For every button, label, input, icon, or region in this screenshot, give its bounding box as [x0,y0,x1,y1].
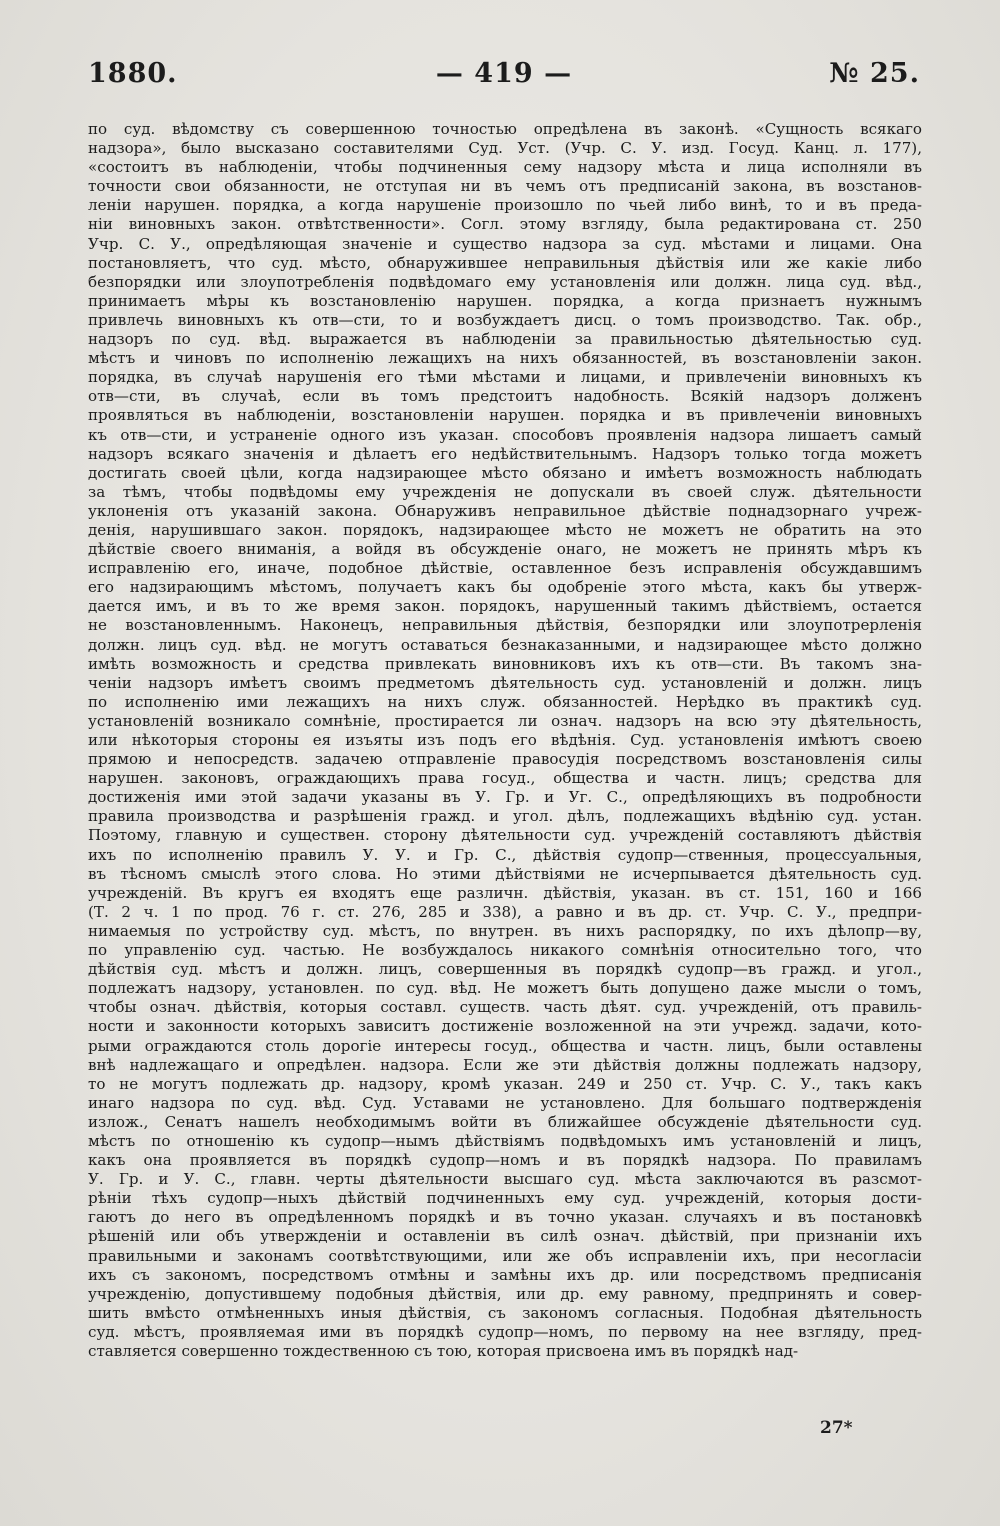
text-line: чтобы означ. дѣйствія, которыя составл. существ. часть дѣят. суд. учрежденій, отъ правиль- [88,998,922,1017]
text-line: надзоръ всякаго значенія и дѣлаетъ его недѣйствительнымъ. Надзоръ только тогда можетъ [88,444,922,463]
text-line: суд. мѣстъ, проявляемая ими въ порядкѣ судопр—номъ, по первому на нее взгляду, пред- [88,1322,922,1341]
text-line: внѣ надлежащаго и опредѣлен. надзора. Если же эти дѣйствія должны подлежать надзору, [88,1055,922,1074]
text-line: привлечь виновныхъ къ отв—сти, то и возбуждаетъ дисц. о томъ производство. Так. обр., [88,310,922,329]
text-line: рѣшеній или объ утвержденіи и оставленіи въ силѣ означ. дѣйствій, при признаніи ихъ [88,1227,922,1246]
text-line: по суд. вѣдомству съ совершенною точностью опредѣлена въ законѣ. «Сущность всякаго [88,120,922,138]
text-line: У. Гр. и У. С., главн. черты дѣятельности высшаго суд. мѣста заключаются въ разсмот- [88,1170,922,1189]
text-line: надзора», было высказано составителями Суд. Уст. (Учр. С. У. изд. Госуд. Канц. л. 177), [88,139,922,158]
text-line: гаютъ до него въ опредѣленномъ порядкѣ и въ точно указан. случаяхъ и въ постановкѣ [88,1208,922,1227]
text-line: подлежатъ надзору, установлен. по суд. вѣд. Не можетъ быть допущено даже мысли о томъ, [88,979,922,998]
text-line: за тѣмъ, чтобы подвѣдомы ему учрежденія не допускали въ своей служ. дѣятельности [88,482,922,501]
text-line: учрежденію, допустившему подобныя дѣйствія, или др. ему равному, предпринять и совер- [88,1284,922,1303]
text-line: мѣстъ по отношенію къ судопр—нымъ дѣйствіямъ подвѣдомыхъ имъ установленій и лицъ, [88,1131,922,1150]
text-line: учрежденій. Въ кругъ ея входятъ еще различн. дѣйствія, указан. въ ст. 151, 160 и 166 [88,883,922,902]
text-line: Учр. С. У., опредѣляющая значеніе и существо надзора за суд. мѣстами и лицами. Она [88,234,922,253]
text-line: должн. лицъ суд. вѣд. не могутъ оставаться безнаказанными, и надзирающее мѣсто должно [88,635,922,654]
page-header [88,58,920,98]
header-issue-number: № 25. [829,58,920,89]
text-line: денія, нарушившаго закон. порядокъ, надзирающее мѣсто не можетъ не обратить на это [88,520,922,539]
text-line: исправленію его, иначе, подобное дѣйствіе, оставленное безъ исправленія обсуждавшимъ [88,559,922,578]
text-line: принимаетъ мѣры къ возстановленію нарушен. порядка, а когда признаетъ нужнымъ [88,291,922,310]
text-line: рѣніи тѣхъ судопр—ныхъ дѣйствій подчиненныхъ ему суд. учрежденій, которыя дости- [88,1189,922,1208]
text-line: дѣйствія суд. мѣстъ и должн. лицъ, совершенныя въ порядкѣ судопр—въ гражд. и угол., [88,960,922,979]
text-line: надзоръ по суд. вѣд. выражается въ наблюденіи за правильностью дѣятельностью суд. [88,330,922,349]
text-line: уклоненія отъ указаній закона. Обнаруживъ неправильное дѣйствіе поднадзорнаго учреж- [88,501,922,520]
header-year: 1880. [88,58,178,89]
text-line: ихъ съ закономъ, посредствомъ отмѣны и замѣны ихъ др. или посредствомъ предписанія [88,1265,922,1284]
text-line: шить вмѣсто отмѣненныхъ иныя дѣйствія, съ закономъ согласныя. Подобная дѣятельность [88,1303,922,1322]
text-line: безпорядки или злоупотребленія подвѣдомаго ему установленія или должн. лица суд. вѣд., [88,272,922,291]
text-line: достигать своей цѣли, когда надзирающее мѣсто обязано и имѣетъ возможность наблюдать [88,463,922,482]
text-line: или нѣкоторыя стороны ея изъяты изъ подъ его вѣдѣнія. Суд. установленія имѣютъ своею [88,731,922,749]
text-line: ніи виновныхъ закон. отвѣтственности». Согл. этому взгляду, была редактирована ст. 250 [88,215,922,234]
text-line: (Т. 2 ч. 1 по прод. 76 г. ст. 276, 285 и 338), а равно и въ др. ст. Учр. С. У., предпри- [88,902,922,921]
text-line: какъ она проявляется въ порядкѣ судопр—номъ и въ порядкѣ надзора. По правиламъ [88,1151,922,1170]
text-line: установленій возникало сомнѣніе, простирается ли означ. надзоръ на всю эту дѣятельность, [88,711,922,730]
text-line: ставляется совершенно тождественною съ тою, которая присвоена имъ въ порядкѣ над- [88,1342,799,1360]
signature-mark: 27* [820,1418,853,1438]
text-line: по исполненію ими лежащихъ на нихъ служ. обязанностей. Нерѣдко въ практикѣ суд. [88,692,922,711]
text-line: въ тѣсномъ смыслѣ этого слова. Но этими дѣйствіями не исчерпывается дѣятельность суд. [88,864,922,883]
text-line: то не могутъ подлежать др. надзору, кромѣ указан. 249 и 250 ст. Учр. С. У., такъ какъ [88,1074,922,1093]
text-line: прямою и непосредств. задачею отправленіе правосудія посредствомъ возстановленія силы [88,750,922,769]
text-line: имѣть возможность и средства привлекать виновниковъ ихъ къ отв—сти. Въ такомъ зна- [88,654,922,673]
text-line: инаго надзора по суд. вѣд. Суд. Уставами не установлено. Для большаго подтвержденія [88,1093,922,1112]
text-line: ности и законности которыхъ зависитъ достиженіе возложенной на эти учрежд. задачи, кото- [88,1017,922,1036]
text-line: правила производства и разрѣшенія гражд. и угол. дѣлъ, подлежащихъ вѣдѣнію суд. устан. [88,807,922,826]
text-line: нарушен. законовъ, ограждающихъ права госуд., общества и частн. лицъ; средства для [88,769,922,788]
text-line: порядка, въ случаѣ нарушенія его тѣми мѣстами и лицами, и привлеченіи виновныхъ къ [88,368,922,387]
text-line: дѣйствіе своего вниманія, а войдя въ обсужденіе онаго, не можетъ не принять мѣръ къ [88,540,922,559]
text-line: не возстановленнымъ. Наконецъ, неправильныя дѣйствія, безпорядки или злоупотрерленія [88,616,922,635]
text-line: нимаемыя по устройству суд. мѣстъ, по внутрен. въ нихъ распорядку, по ихъ дѣлопр—ву, [88,921,922,940]
text-line: дается имъ, и въ то же время закон. порядокъ, нарушенный такимъ дѣйствіемъ, остается [88,597,922,616]
text-line: ихъ по исполненію правилъ У. У. и Гр. С., дѣйствія судопр—ственныя, процессуальныя, [88,845,922,864]
text-line: его надзирающимъ мѣстомъ, получаетъ какъ бы одобреніе этого мѣста, какъ бы утверж- [88,578,922,597]
text-line: точности свои обязанности, не отступая ни въ чемъ отъ предписаній закона, въ возстанов- [88,177,922,196]
text-line: излож., Сенатъ нашелъ необходимымъ войти въ ближайшее обсужденіе дѣятельности суд. [88,1112,922,1131]
text-line: правильными и законамъ соотвѣтствующими, или же объ исправленіи ихъ, при несогласіи [88,1246,922,1265]
text-line: ченіи надзоръ имѣетъ своимъ предметомъ дѣятельность суд. установленій и должн. лицъ [88,673,922,692]
body-text [88,120,922,1361]
text-line: мѣстъ и чиновъ по исполненію лежащихъ на нихъ обязанностей, въ возстановленіи закон. [88,349,922,368]
text-line: леніи нарушен. порядка, а когда нарушеніе произошло по чьей либо винѣ, то и въ преда- [88,196,922,215]
text-line: достиженія ими этой задачи указаны въ У. Гр. и Уг. С., опредѣляющихъ въ подробности [88,788,922,807]
text-line: къ отв—сти, и устраненіе одного изъ указан. способовъ проявленія надзора лишаетъ самый [88,425,922,444]
text-line: по управленію суд. частью. Не возбуждалось никакого сомнѣнія относительно того, что [88,941,922,960]
text-line: Поэтому, главную и существен. сторону дѣятельности суд. учрежденій составляютъ дѣйствія [88,826,922,845]
text-line: отв—сти, въ случаѣ, если въ томъ предстоитъ надобность. Всякій надзоръ долженъ [88,387,922,406]
header-page-number: — 419 — [435,58,573,89]
text-line: проявляться въ наблюденіи, возстановленіи нарушен. порядка и въ привлеченіи виновныхъ [88,406,922,425]
text-line: постановляетъ, что суд. мѣсто, обнаружившее неправильныя дѣйствія или же какіе либо [88,253,922,272]
text-line: «состоитъ въ наблюденіи, чтобы подчиненныя сему надзору мѣста и лица исполняли въ [88,158,922,177]
text-line: рыми ограждаются столь дорогіе интересы госуд., общества и частн. лицъ, были оставлены [88,1036,922,1055]
